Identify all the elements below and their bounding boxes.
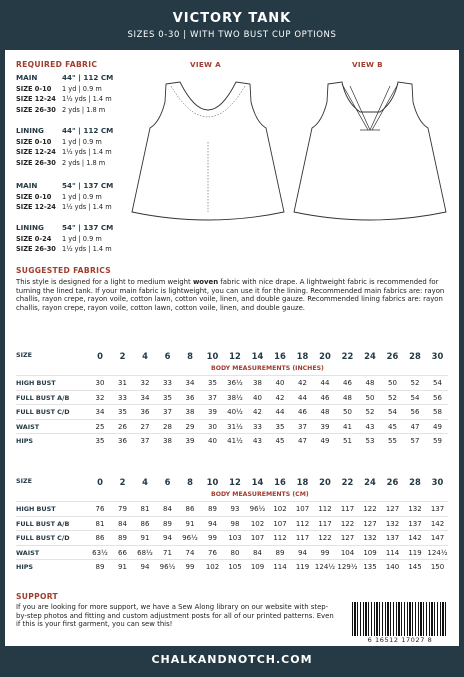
table-row xyxy=(16,501,448,516)
table-cell: 53 xyxy=(365,437,375,445)
size-column-header: 14 xyxy=(251,351,264,361)
table-cell: 91 xyxy=(185,519,195,528)
table-cell: 44 xyxy=(320,379,330,387)
table-cell: 40 xyxy=(253,393,262,402)
table-cell: 96½ xyxy=(159,563,176,571)
table-cell: 129½ xyxy=(337,563,358,571)
table-row xyxy=(16,530,448,545)
table-cell: 48 xyxy=(320,408,330,416)
table-cell: 102 xyxy=(205,563,220,571)
size-label: SIZE xyxy=(16,477,32,485)
table-cell: 50 xyxy=(365,393,375,402)
size-column-header: 16 xyxy=(274,351,286,361)
table-cell: 47 xyxy=(410,422,420,431)
table-cell: 56 xyxy=(410,408,420,416)
size-column-header: 14 xyxy=(251,477,264,487)
table-cell: 81 xyxy=(95,519,105,528)
table-cell: 124½ xyxy=(314,563,336,571)
table-cell: 25 xyxy=(95,422,105,431)
table-cell: 34 xyxy=(185,379,195,387)
size-column-header: 26 xyxy=(386,477,399,487)
table-cell: 122 xyxy=(363,505,377,513)
table-cell: 36 xyxy=(140,408,150,416)
size-column-header: 18 xyxy=(296,351,309,361)
view-a-illustration xyxy=(128,72,288,232)
size-range: SIZE 0-24 xyxy=(16,234,52,243)
table-cell: 47 xyxy=(298,437,307,445)
table-row xyxy=(16,545,448,560)
support-text: If you are looking for more support, we have a Sew Along library on our website with step-by-step photos and fitting and custom adjustment posts for all of our printed patterns. Even if this is your first garment, you can sew this! xyxy=(16,603,334,629)
table-cell: 74 xyxy=(185,548,195,557)
page-title: VICTORY TANK xyxy=(172,11,292,26)
table-cell: 43 xyxy=(365,422,375,431)
table-cell: 109 xyxy=(363,548,377,557)
table-cell: 99 xyxy=(208,534,217,542)
page-subtitle: SIZES 0-30 | WITH TWO BUST CUP OPTIONS xyxy=(127,30,337,40)
group-name: MAIN xyxy=(16,73,38,82)
table-cell: 112 xyxy=(273,534,287,542)
size-range: SIZE 26-30 xyxy=(16,245,56,253)
table-cell: 127 xyxy=(385,505,400,513)
table-cell: 46 xyxy=(298,408,307,416)
table-cell: 32 xyxy=(95,393,105,402)
measurements-subtitle-text: BODY MEASUREMENTS (CM) xyxy=(211,491,309,498)
table-cell: 28 xyxy=(163,422,172,431)
table-cell: 37 xyxy=(163,408,172,416)
table-cell: 117 xyxy=(295,534,310,542)
table-cell: 112 xyxy=(295,519,310,528)
table-cell: 57 xyxy=(410,437,420,445)
yardage: 1½ yds | 1.4 m xyxy=(62,148,112,156)
table-cell: 103 xyxy=(228,534,242,542)
table-cell: 35 xyxy=(275,422,285,431)
size-range: SIZE 0-10 xyxy=(16,192,52,201)
table-cell: 52 xyxy=(388,393,397,402)
table-cell: 150 xyxy=(430,563,445,571)
table-cell: 54 xyxy=(433,379,442,387)
table-cell: 38 xyxy=(163,437,172,445)
table-cell: 50 xyxy=(343,408,352,416)
table-cell: 56 xyxy=(433,393,442,402)
measurements-subtitle xyxy=(16,365,448,375)
table-cell: 99 xyxy=(320,548,330,557)
table-cell: 37 xyxy=(298,422,307,431)
table-cell: 40 xyxy=(208,437,217,445)
table-cell: 36 xyxy=(118,437,127,445)
table-cell: 119 xyxy=(408,548,422,557)
table-row xyxy=(16,404,448,419)
size-range: SIZE 0-10 xyxy=(16,84,52,93)
view-a-label: VIEW A xyxy=(190,60,221,69)
table-cell: 107 xyxy=(250,534,265,542)
barcode-bars xyxy=(352,602,448,636)
table-cell: 94 xyxy=(163,534,172,542)
group-name: MAIN xyxy=(16,181,38,190)
table-cell: 39 xyxy=(185,437,195,445)
table-cell: 137 xyxy=(430,505,445,513)
table-cell: 34 xyxy=(140,393,150,402)
barcode-number: 6 16512 17027 8 xyxy=(367,636,433,644)
table-cell: 122 xyxy=(318,534,332,542)
measurements-subtitle-text: BODY MEASUREMENTS (INCHES) xyxy=(211,365,324,372)
table-cell: 59 xyxy=(433,437,442,445)
table-cell: 107 xyxy=(273,519,287,528)
table-cell: 124½ xyxy=(427,548,448,557)
table-cell: 66 xyxy=(118,548,127,557)
size-column-header: 24 xyxy=(364,351,376,361)
yardage: 1 yd | 0.9 m xyxy=(62,234,102,243)
table-cell: 55 xyxy=(388,437,397,445)
table-cell: 96½ xyxy=(249,505,266,513)
table-cell: 50 xyxy=(388,379,397,387)
row-label: WAIST xyxy=(16,548,40,557)
table-cell: 117 xyxy=(340,505,355,513)
size-range: SIZE 12-24 xyxy=(16,203,56,211)
size-column-header: 6 xyxy=(164,477,171,487)
size-label: SIZE xyxy=(16,351,32,359)
table-cell: 42 xyxy=(298,379,307,387)
table-cell: 51 xyxy=(343,437,352,445)
table-cell: 52 xyxy=(410,379,420,387)
size-column-header: 18 xyxy=(296,477,309,487)
table-cell: 98 xyxy=(230,519,240,528)
size-range: SIZE 26-30 xyxy=(16,158,56,167)
table-cell: 52 xyxy=(365,408,375,416)
size-column-header: 10 xyxy=(206,477,219,487)
table-cell: 94 xyxy=(140,563,150,571)
size-column-header: 30 xyxy=(431,351,444,361)
table-cell: 132 xyxy=(385,519,400,528)
table-cell: 33 xyxy=(163,379,172,387)
table-cell: 137 xyxy=(408,519,422,528)
table-cell: 86 xyxy=(95,534,105,542)
row-label: FULL BUST A/B xyxy=(16,519,70,528)
table-row xyxy=(16,559,448,574)
size-range: SIZE 26-30 xyxy=(16,105,56,114)
table-cell: 112 xyxy=(318,505,332,513)
table-cell: 94 xyxy=(298,548,307,557)
table-cell: 41½ xyxy=(227,437,243,445)
table-cell: 89 xyxy=(163,519,172,528)
size-column-header: 16 xyxy=(274,477,286,487)
table-cell: 45 xyxy=(388,422,397,431)
table-cell: 102 xyxy=(250,519,265,528)
size-column-header: 22 xyxy=(341,477,354,487)
yardage: 1 yd | 0.9 m xyxy=(62,192,102,201)
table-cell: 29 xyxy=(185,422,195,431)
table-cell: 30 xyxy=(208,422,217,431)
table-cell: 35 xyxy=(95,437,105,445)
table-cell: 71 xyxy=(163,548,172,557)
table-row xyxy=(16,419,448,434)
fabric-group-lining-54 xyxy=(16,223,113,255)
header-banner xyxy=(5,5,459,50)
table-cell: 35 xyxy=(208,379,217,387)
table-cell: 145 xyxy=(408,563,422,571)
table-cell: 68½ xyxy=(137,548,153,557)
table-cell: 33 xyxy=(253,422,262,431)
table-cell: 49 xyxy=(433,422,442,431)
table-cell: 89 xyxy=(275,548,285,557)
woven-emphasis: woven xyxy=(192,278,219,286)
table-row xyxy=(16,516,448,531)
table-cell: 33 xyxy=(118,393,127,402)
table-cell: 117 xyxy=(318,519,332,528)
table-row xyxy=(16,375,448,390)
table-cell: 142 xyxy=(430,519,445,528)
table-cell: 84 xyxy=(163,505,172,513)
size-range: SIZE 12-24 xyxy=(16,95,56,103)
table-cell: 48 xyxy=(365,379,375,387)
table-cell: 119 xyxy=(295,563,310,571)
size-column-header: 28 xyxy=(409,351,421,361)
fabric-group-main-44 xyxy=(16,73,113,115)
suggested-fabrics-text: This style is designed for a light to medium weight woven fabric with nice drape. A lightweight fabric is recommended for turning the lined tank. If your main fabric is lightweight, you can use it for the lining. Recommended main fabrics are: rayon challis, rayon crepe, rayon voile, cotton lawn, cotton voile, linen, and double gauze. Recommended lining fabrics are: rayon challis, rayon crepe, rayon voile, cotton lawn, cotton voile, linen, and double gauze. xyxy=(16,278,445,313)
table-cell: 86 xyxy=(185,505,195,513)
row-label: HIGH BUST xyxy=(16,505,56,513)
group-width: 44" | 112 CM xyxy=(62,73,114,82)
table-cell: 137 xyxy=(385,534,400,542)
size-column-header: 0 xyxy=(97,477,103,487)
table-cell: 27 xyxy=(140,422,150,431)
table-cell: 142 xyxy=(408,534,422,542)
measurements-table-cm xyxy=(16,477,448,574)
size-column-header: 12 xyxy=(229,477,241,487)
size-column-header: 8 xyxy=(187,477,193,487)
measurements-table-inches xyxy=(16,351,448,448)
table-cell: 48 xyxy=(343,393,352,402)
group-width: 44" | 112 CM xyxy=(62,126,114,135)
yardage: 1½ yds | 1.4 m xyxy=(62,95,112,103)
website-link[interactable]: CHALKANDNOTCH.COM xyxy=(151,653,313,666)
size-column-header: 2 xyxy=(119,477,126,487)
table-cell: 36½ xyxy=(227,379,243,387)
table-cell: 91 xyxy=(140,534,150,542)
table-cell: 46 xyxy=(343,379,352,387)
table-cell: 42 xyxy=(275,393,285,402)
table-cell: 58 xyxy=(433,408,442,416)
table-cell: 40 xyxy=(275,379,285,387)
size-column-header: 26 xyxy=(386,351,399,361)
table-cell: 127 xyxy=(340,534,355,542)
table-cell: 79 xyxy=(118,505,127,513)
size-range: SIZE 12-24 xyxy=(16,148,56,156)
row-label: HIPS xyxy=(16,563,34,571)
table-cell: 86 xyxy=(140,519,150,528)
table-cell: 42 xyxy=(253,408,262,416)
table-cell: 127 xyxy=(363,519,377,528)
table-cell: 37 xyxy=(208,393,217,402)
table-cell: 107 xyxy=(295,505,310,513)
group-name: LINING xyxy=(16,223,44,232)
required-fabric-heading: REQUIRED FABRIC xyxy=(16,60,98,69)
size-column-header: 4 xyxy=(142,477,148,487)
table-cell: 54 xyxy=(410,393,420,402)
table-cell: 30 xyxy=(95,379,105,387)
size-column-header: 28 xyxy=(409,477,421,487)
yardage: 1½ yds | 1.4 m xyxy=(62,245,112,253)
table-cell: 94 xyxy=(208,519,217,528)
table-cell: 80 xyxy=(230,548,240,557)
view-b-label: VIEW B xyxy=(352,60,383,69)
table-cell: 40½ xyxy=(227,408,243,416)
table-cell: 46 xyxy=(320,393,330,402)
fabric-group-main-54 xyxy=(16,181,113,213)
table-cell: 32 xyxy=(140,379,150,387)
size-column-header: 2 xyxy=(119,351,126,361)
table-cell: 43 xyxy=(253,437,262,445)
barcode xyxy=(346,600,454,646)
size-column-header: 4 xyxy=(142,351,148,361)
table-cell: 89 xyxy=(118,534,127,542)
group-name: LINING xyxy=(16,126,44,135)
yardage: 2 yds | 1.8 m xyxy=(62,158,106,167)
table-cell: 114 xyxy=(385,548,400,557)
view-b-illustration xyxy=(290,72,450,232)
table-cell: 31 xyxy=(118,379,127,387)
table-cell: 38½ xyxy=(227,393,243,402)
footer-banner xyxy=(5,646,459,672)
table-cell: 39 xyxy=(320,422,330,431)
yardage: 1½ yds | 1.4 m xyxy=(62,203,112,211)
measurements-subtitle xyxy=(16,491,448,501)
table-cell: 102 xyxy=(273,505,287,513)
table-cell: 99 xyxy=(185,563,195,571)
yardage: 1 yd | 0.9 m xyxy=(62,137,102,146)
table-cell: 132 xyxy=(363,534,377,542)
table-cell: 45 xyxy=(275,437,285,445)
table-cell: 26 xyxy=(118,422,127,431)
table-cell: 76 xyxy=(95,505,105,513)
size-column-header: 8 xyxy=(187,351,193,361)
yardage: 1 yd | 0.9 m xyxy=(62,84,102,93)
table-cell: 114 xyxy=(273,563,287,571)
table-cell: 37 xyxy=(140,437,150,445)
table-cell: 89 xyxy=(208,505,217,513)
table-cell: 132 xyxy=(408,505,422,513)
row-label: HIPS xyxy=(16,437,34,445)
table-cell: 89 xyxy=(95,563,105,571)
row-label: FULL BUST A/B xyxy=(16,393,70,402)
table-cell: 63½ xyxy=(92,548,108,557)
row-label: FULL BUST C/D xyxy=(16,534,70,542)
table-cell: 147 xyxy=(430,534,445,542)
support-heading: SUPPORT xyxy=(16,592,59,601)
row-label: HIGH BUST xyxy=(16,379,56,387)
table-cell: 39 xyxy=(208,408,217,416)
fabric-group-lining-44 xyxy=(16,126,113,168)
table-cell: 54 xyxy=(388,408,397,416)
table-row xyxy=(16,433,448,448)
table-cell: 36 xyxy=(185,393,195,402)
group-width: 54" | 137 CM xyxy=(62,181,114,190)
size-column-header: 22 xyxy=(341,351,354,361)
table-cell: 105 xyxy=(228,563,242,571)
table-cell: 76 xyxy=(208,548,217,557)
table-cell: 93 xyxy=(230,505,240,513)
table-cell: 96½ xyxy=(182,534,198,542)
size-column-header: 24 xyxy=(364,477,376,487)
table-cell: 44 xyxy=(298,393,307,402)
suggested-fabrics-heading: SUGGESTED FABRICS xyxy=(16,266,112,275)
table-cell: 38 xyxy=(253,379,262,387)
table-cell: 49 xyxy=(320,437,330,445)
table-cell: 104 xyxy=(340,548,355,557)
table-cell: 84 xyxy=(118,519,127,528)
table-cell: 44 xyxy=(275,408,285,416)
row-label: FULL BUST C/D xyxy=(16,408,70,416)
size-header-row xyxy=(16,351,448,365)
group-width: 54" | 137 CM xyxy=(62,223,114,232)
table-cell: 31½ xyxy=(227,422,243,431)
table-cell: 81 xyxy=(140,505,150,513)
table-cell: 34 xyxy=(95,408,105,416)
table-cell: 84 xyxy=(253,548,262,557)
table-cell: 122 xyxy=(340,519,355,528)
size-column-header: 20 xyxy=(319,477,331,487)
size-column-header: 6 xyxy=(164,351,171,361)
size-column-header: 10 xyxy=(206,351,219,361)
size-column-header: 20 xyxy=(319,351,331,361)
size-range: SIZE 0-10 xyxy=(16,137,52,146)
size-column-header: 30 xyxy=(431,477,444,487)
table-cell: 135 xyxy=(363,563,377,571)
table-cell: 38 xyxy=(185,408,195,416)
table-cell: 91 xyxy=(118,563,127,571)
table-row xyxy=(16,390,448,405)
row-label: WAIST xyxy=(16,422,40,431)
table-cell: 35 xyxy=(163,393,172,402)
size-column-header: 0 xyxy=(97,351,103,361)
table-cell: 41 xyxy=(343,422,352,431)
table-cell: 140 xyxy=(385,563,400,571)
yardage: 2 yds | 1.8 m xyxy=(62,105,106,114)
table-cell: 35 xyxy=(118,408,127,416)
size-column-header: 12 xyxy=(229,351,241,361)
table-cell: 109 xyxy=(250,563,265,571)
size-header-row xyxy=(16,477,448,491)
